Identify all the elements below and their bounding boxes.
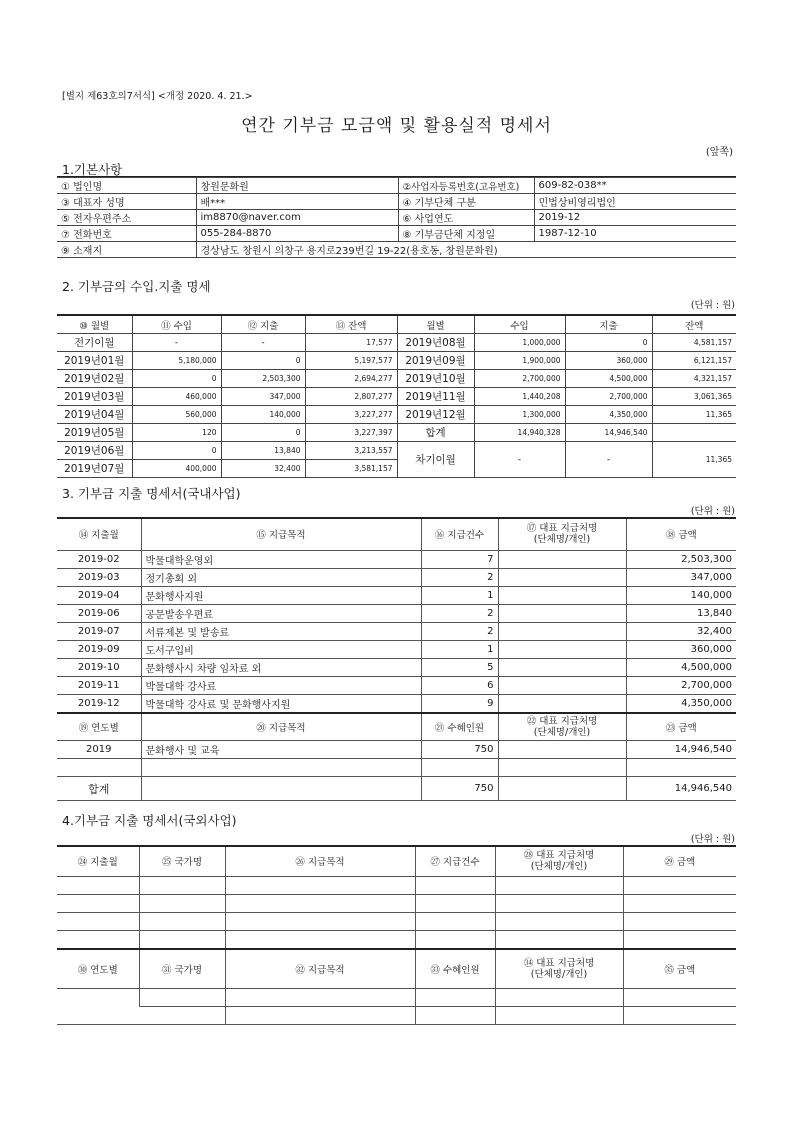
column-header: ㉔ 지출월 (57, 846, 139, 876)
month-cell: 2019-06 (57, 604, 141, 622)
month-cell: 2019-12 (57, 694, 141, 713)
empty-cell (225, 930, 415, 949)
beneficiary-count: 750 (421, 741, 498, 759)
table-row (57, 334, 736, 352)
income-total: 14,940,328 (474, 424, 565, 442)
recipient-cell (498, 586, 626, 604)
table-row (57, 406, 736, 424)
header-line: (단체명/개인) (530, 968, 588, 980)
empty-cell (57, 894, 139, 912)
count-cell: 7 (421, 550, 498, 568)
count-cell: 6 (421, 676, 498, 694)
income-cell: 560,000 (132, 406, 221, 424)
column-header: ㉟ 금액 (623, 949, 736, 989)
table-row (57, 759, 736, 777)
count-cell: 5 (421, 658, 498, 676)
empty-cell (623, 930, 736, 949)
table-row (57, 640, 736, 658)
column-header: 잔액 (652, 315, 736, 334)
purpose-cell: 박물대학 강사료 및 문화행사지원 (141, 694, 421, 713)
section4-heading: 4.기부금 지출 명세서(국외사업) (62, 813, 237, 828)
domestic-expense-table (57, 517, 736, 801)
column-header: 수입 (474, 315, 565, 334)
empty-cell (623, 876, 736, 894)
field-label: ②사업자등록번호(고유번호) (398, 178, 534, 194)
expense-cell: - (221, 334, 305, 352)
income-cell: 1,440,208 (474, 388, 565, 406)
designation-date: 1987-12-10 (534, 226, 736, 242)
month-cell: 2019년09월 (397, 352, 474, 370)
balance-cell: 3,061,365 (652, 388, 736, 406)
page-side-label: (앞쪽) (705, 147, 733, 158)
empty-cell (495, 1007, 623, 1025)
income-cell: 120 (132, 424, 221, 442)
column-header: ⑭ 지출월 (57, 518, 141, 550)
recipient-cell (498, 550, 626, 568)
balance-cell: 5,197,577 (305, 352, 397, 370)
count-cell: 1 (421, 640, 498, 658)
document-title: 연간 기부금 모금액 및 활용실적 명세서 (241, 116, 552, 136)
column-header: ㉓ 금액 (626, 713, 736, 741)
table-row (57, 370, 736, 388)
expense-cell: 4,500,000 (565, 370, 652, 388)
amount-cell: 2,700,000 (626, 676, 736, 694)
field-label: ⑧ 기부금단체 지정일 (398, 226, 534, 242)
amount-cell: 4,350,000 (626, 694, 736, 713)
empty-cell (421, 759, 498, 777)
balance-cell: 17,577 (305, 334, 397, 352)
basic-info-row (57, 210, 736, 226)
empty-cell (139, 989, 225, 1007)
table-row (57, 550, 736, 568)
purpose-cell: 공문발송우편료 (141, 604, 421, 622)
count-cell: 2 (421, 622, 498, 640)
carry-forward-balance: 11,365 (652, 442, 736, 478)
form-reference: [별지 제63호의7서식] <개정 2020. 4. 21.> (62, 91, 253, 102)
unit-label: (단위 : 원) (690, 506, 735, 517)
empty-cell (225, 1007, 415, 1025)
header-line: ㉞ 대표 지급처명 (523, 957, 595, 969)
table-row (57, 676, 736, 694)
recipient-cell (498, 658, 626, 676)
table-row (57, 442, 736, 460)
empty-cell (57, 912, 139, 930)
purpose-cell: 도서구입비 (141, 640, 421, 658)
column-header: ㉖ 지급목적 (225, 846, 415, 876)
recipient-cell (498, 622, 626, 640)
table-row (57, 604, 736, 622)
month-cell: 2019-07 (57, 622, 141, 640)
amount-cell: 140,000 (626, 586, 736, 604)
empty-cell (225, 989, 415, 1007)
empty-cell (623, 894, 736, 912)
basic-info-table (57, 177, 736, 258)
month-cell: 2019년06월 (57, 442, 132, 460)
column-header: ⑩ 월별 (57, 315, 132, 334)
expense-cell: - (565, 442, 652, 478)
empty-cell (57, 876, 139, 894)
month-cell: 2019년01월 (57, 352, 132, 370)
unit-label: (단위 : 원) (690, 834, 735, 845)
field-label: ⑨ 소재지 (57, 242, 196, 258)
column-header: ㉝ 수혜인원 (415, 949, 495, 989)
empty-cell (139, 912, 225, 930)
amount-cell: 2,503,300 (626, 550, 736, 568)
table-row (57, 741, 736, 759)
balance-cell: 11,365 (652, 406, 736, 424)
empty-cell (415, 930, 495, 949)
empty-cell (415, 989, 495, 1007)
count-cell: 1 (421, 586, 498, 604)
column-header: ⑪ 수입 (132, 315, 221, 334)
basic-info-row (57, 178, 736, 194)
income-cell: - (474, 442, 565, 478)
expense-cell: 2,503,300 (221, 370, 305, 388)
month-cell: 2019년11월 (397, 388, 474, 406)
field-label: ① 법인명 (57, 178, 196, 194)
table-row (57, 568, 736, 586)
income-cell: 1,900,000 (474, 352, 565, 370)
column-header: ⑳ 지급목적 (141, 713, 421, 741)
expense-cell: 0 (565, 334, 652, 352)
empty-cell (139, 894, 225, 912)
amount-cell: 14,946,540 (626, 741, 736, 759)
empty-cell (57, 759, 141, 777)
empty-cell (495, 912, 623, 930)
column-header: ⑫ 지출 (221, 315, 305, 334)
empty-cell (415, 1007, 495, 1025)
column-header: ㉗ 지급건수 (415, 846, 495, 876)
header-line: ㉘ 대표 지급처명 (523, 850, 595, 862)
income-expense-table (57, 314, 736, 478)
amount-cell: 360,000 (626, 640, 736, 658)
empty-cell (415, 876, 495, 894)
business-number: 609-82-038** (534, 178, 736, 194)
column-header: ㉛ 국가명 (139, 949, 225, 989)
section1-heading: 1.기본사항 (62, 162, 123, 177)
count-cell: 9 (421, 694, 498, 713)
purpose-cell: 박물대학 강사료 (141, 676, 421, 694)
table-header-row (57, 846, 736, 876)
purpose-cell: 문화행사지원 (141, 586, 421, 604)
income-cell: 1,300,000 (474, 406, 565, 424)
empty-cell (495, 876, 623, 894)
balance-cell: 3,213,557 (305, 442, 397, 460)
empty-cell (495, 894, 623, 912)
unit-label: (단위 : 원) (690, 300, 735, 311)
month-cell: 2019년08월 (397, 334, 474, 352)
empty-cell (623, 989, 736, 1007)
empty-cell (141, 759, 421, 777)
table-row (57, 622, 736, 640)
month-cell: 2019년05월 (57, 424, 132, 442)
expense-cell: 4,350,000 (565, 406, 652, 424)
month-cell: 2019-11 (57, 676, 141, 694)
donor-org-type: 민법상비영리법인 (534, 194, 736, 210)
column-header (498, 518, 626, 550)
recipient-cell (498, 568, 626, 586)
total-label: 합계 (397, 424, 474, 442)
table-row (57, 694, 736, 713)
field-label: ③ 대표자 성명 (57, 194, 196, 210)
amount-cell: 13,840 (626, 604, 736, 622)
month-cell: 2019-02 (57, 550, 141, 568)
column-header: ㉙ 금액 (623, 846, 736, 876)
purpose-cell: 서류제본 및 발송료 (141, 622, 421, 640)
recipient-cell (498, 640, 626, 658)
representative-name: 배*** (196, 194, 398, 210)
empty-cell (415, 894, 495, 912)
expense-cell: 32,400 (221, 460, 305, 478)
email-value: im8870@naver.com (196, 210, 398, 226)
table-row (57, 876, 736, 894)
expense-cell: 140,000 (221, 406, 305, 424)
empty-cell (495, 930, 623, 949)
income-cell: 460,000 (132, 388, 221, 406)
column-header: ⑱ 금액 (626, 518, 736, 550)
address-value: 경상남도 창원시 의창구 용지로239번길 19-22(용호동, 창원문화원) (196, 242, 736, 258)
month-cell: 2019년03월 (57, 388, 132, 406)
recipient-cell (498, 694, 626, 713)
table-row (57, 352, 736, 370)
month-cell: 2019-10 (57, 658, 141, 676)
income-cell: 1,000,000 (474, 334, 565, 352)
balance-cell (652, 424, 736, 442)
purpose-cell: 박물대학운영외 (141, 550, 421, 568)
expense-cell: 0 (221, 352, 305, 370)
expense-total: 14,946,540 (565, 424, 652, 442)
amount-cell: 347,000 (626, 568, 736, 586)
balance-cell: 2,807,277 (305, 388, 397, 406)
column-header: ⑮ 지급목적 (141, 518, 421, 550)
table-header-row (57, 518, 736, 550)
balance-cell: 6,121,157 (652, 352, 736, 370)
empty-cell (139, 1007, 225, 1025)
empty-cell (623, 1007, 736, 1025)
phone-value: 055-284-8870 (196, 226, 398, 242)
income-cell: 400,000 (132, 460, 221, 478)
expense-cell: 2,700,000 (565, 388, 652, 406)
section2-heading: 2. 기부금의 수입.지출 명세 (62, 279, 211, 294)
field-label: ⑤ 전자우편주소 (57, 210, 196, 226)
total-count: 750 (421, 777, 498, 801)
empty-cell (57, 989, 139, 1025)
expense-cell: 0 (221, 424, 305, 442)
table-row (57, 894, 736, 912)
total-amount: 14,946,540 (626, 777, 736, 801)
field-label: ⑦ 전화번호 (57, 226, 196, 242)
empty-cell (498, 759, 626, 777)
column-header: ㉚ 연도별 (57, 949, 139, 989)
expense-cell: 360,000 (565, 352, 652, 370)
field-label: ⑥ 사업연도 (398, 210, 534, 226)
corp-name: 창원문화원 (196, 178, 398, 194)
table-row (57, 388, 736, 406)
month-cell: 2019년04월 (57, 406, 132, 424)
balance-cell: 4,321,157 (652, 370, 736, 388)
column-header: ⑯ 지급건수 (421, 518, 498, 550)
column-header: 월별 (397, 315, 474, 334)
column-header: 지출 (565, 315, 652, 334)
month-cell: 2019-09 (57, 640, 141, 658)
table-header-row (57, 949, 736, 989)
table-row (57, 912, 736, 930)
balance-cell: 2,694,277 (305, 370, 397, 388)
empty-cell (139, 930, 225, 949)
amount-cell: 32,400 (626, 622, 736, 640)
purpose-cell: 문화행사 및 교육 (141, 741, 421, 759)
balance-cell: 3,581,157 (305, 460, 397, 478)
column-header: ⑲ 연도별 (57, 713, 141, 741)
table-row (57, 424, 736, 442)
year-cell: 2019 (57, 741, 141, 759)
header-line: (단체명/개인) (530, 861, 588, 873)
carry-forward-label: 차기이월 (397, 442, 474, 478)
column-header: ㉑ 수혜인원 (421, 713, 498, 741)
table-header-row (57, 315, 736, 334)
empty-cell (498, 777, 626, 801)
empty-cell (139, 876, 225, 894)
purpose-cell: 문화행사시 차량 임차료 외 (141, 658, 421, 676)
expense-cell: 13,840 (221, 442, 305, 460)
balance-cell: 3,227,397 (305, 424, 397, 442)
column-header (495, 846, 623, 876)
month-cell: 2019-03 (57, 568, 141, 586)
basic-info-row (57, 194, 736, 210)
table-header-row (57, 713, 736, 741)
basic-info-row (57, 242, 736, 258)
month-cell: 2019년07월 (57, 460, 132, 478)
empty-cell (495, 989, 623, 1007)
month-cell: 2019-04 (57, 586, 141, 604)
amount-cell: 4,500,000 (626, 658, 736, 676)
purpose-cell: 정기총회 외 (141, 568, 421, 586)
fiscal-year: 2019-12 (534, 210, 736, 226)
income-cell: - (132, 334, 221, 352)
field-label: ④ 기부단체 구분 (398, 194, 534, 210)
column-header (495, 949, 623, 989)
total-row (57, 777, 736, 801)
header-line: ㉒ 대표 지급처명 (526, 715, 598, 727)
empty-cell (623, 912, 736, 930)
column-header (498, 713, 626, 741)
recipient-cell (498, 676, 626, 694)
count-cell: 2 (421, 604, 498, 622)
month-cell: 2019년02월 (57, 370, 132, 388)
header-line: (단체명/개인) (533, 726, 591, 738)
table-row (57, 989, 736, 1007)
table-row (57, 1007, 736, 1025)
total-label: 합계 (57, 777, 141, 801)
empty-cell (57, 930, 139, 949)
column-header: ㉜ 지급목적 (225, 949, 415, 989)
overseas-expense-table (57, 845, 736, 1025)
empty-cell (225, 912, 415, 930)
table-row (57, 658, 736, 676)
empty-cell (225, 876, 415, 894)
expense-cell: 347,000 (221, 388, 305, 406)
income-cell: 0 (132, 442, 221, 460)
basic-info-row (57, 226, 736, 242)
table-row (57, 930, 736, 949)
empty-cell (626, 759, 736, 777)
income-cell: 5,180,000 (132, 352, 221, 370)
column-header: ⑬ 잔액 (305, 315, 397, 334)
header-line: (단체명/개인) (533, 534, 591, 546)
income-cell: 2,700,000 (474, 370, 565, 388)
header-line: ⑰ 대표 지급처명 (526, 523, 598, 535)
table-row (57, 586, 736, 604)
empty-cell (141, 777, 421, 801)
income-cell: 0 (132, 370, 221, 388)
month-cell: 2019년10월 (397, 370, 474, 388)
section3-heading: 3. 기부금 지출 명세서(국내사업) (62, 486, 241, 501)
month-cell: 전기이월 (57, 334, 132, 352)
recipient-cell (498, 604, 626, 622)
column-header: ㉕ 국가명 (139, 846, 225, 876)
count-cell: 2 (421, 568, 498, 586)
month-cell: 2019년12월 (397, 406, 474, 424)
empty-cell (225, 894, 415, 912)
balance-cell: 4,581,157 (652, 334, 736, 352)
empty-cell (415, 912, 495, 930)
recipient-cell (498, 741, 626, 759)
balance-cell: 3,227,277 (305, 406, 397, 424)
